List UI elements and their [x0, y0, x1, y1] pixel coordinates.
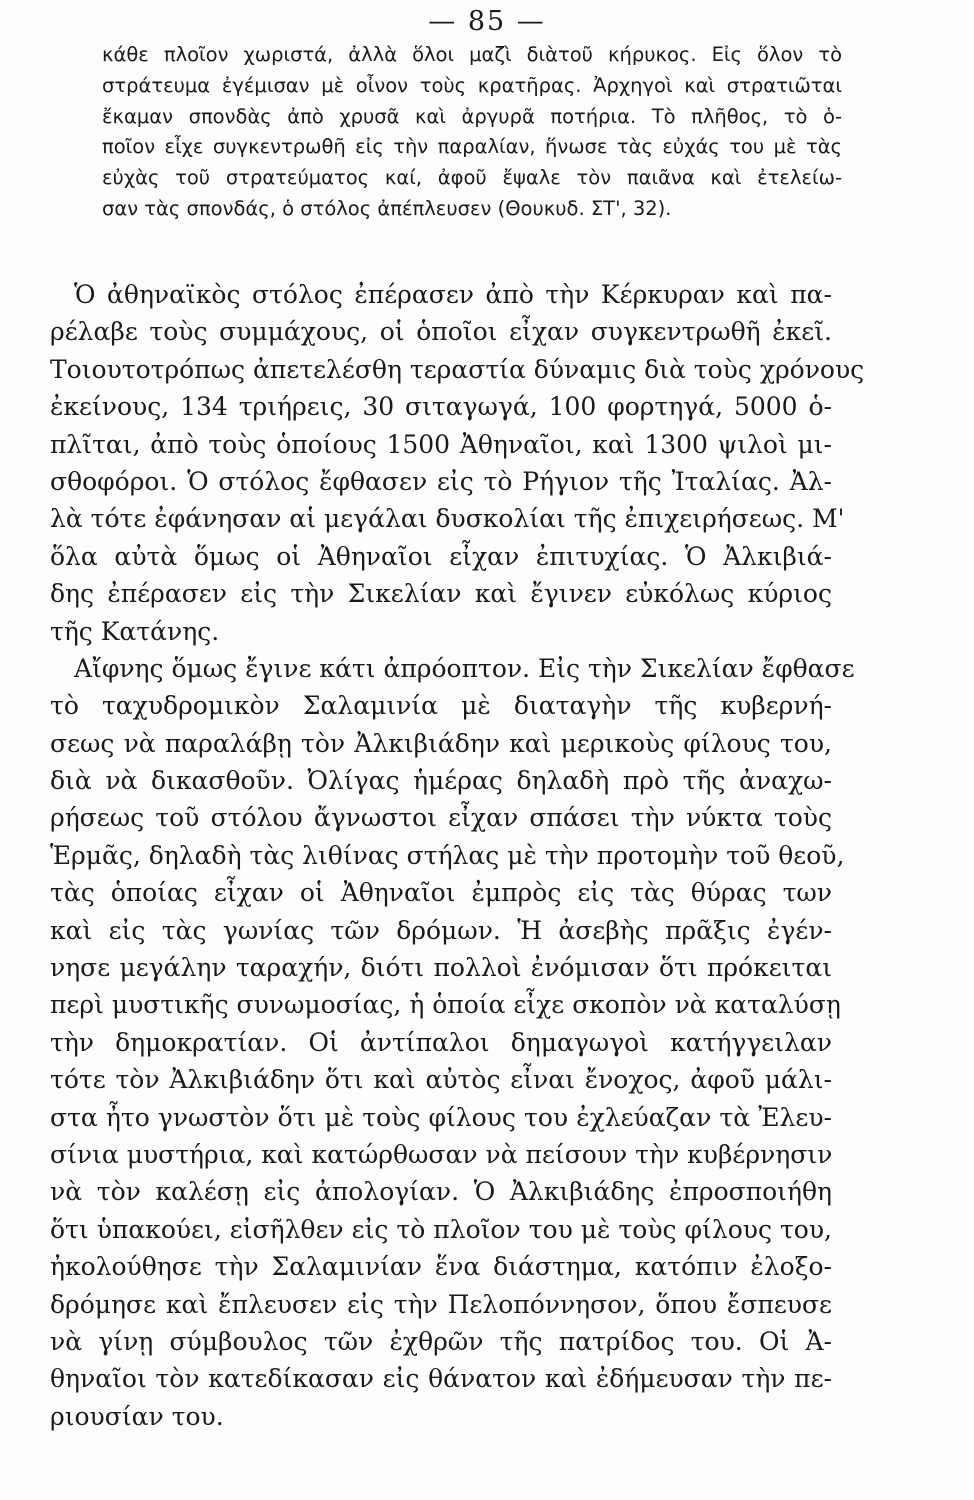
quote-line: ἔκαμαν σπονδὰς ἀπὸ χρυσᾶ καὶ ἀργυρᾶ ποτήρια. Τὸ πλῆθος, τὸ ὁ-: [102, 104, 842, 128]
text-line: δης ἐπέρασεν εἰς τὴν Σικελίαν καὶ ἔγινεν εὐκόλως κύριος: [50, 579, 832, 609]
text-line: Τοιουτοτρόπως ἀπετελέσθη τεραστία δύναμις διὰ τοὺς χρόνους: [50, 354, 865, 384]
paragraph-2: [50, 650, 855, 1435]
text-line: ριουσίαν του.: [50, 1401, 224, 1431]
quote-line: κάθε πλοῖον χωριστά, ἀλλὰ ὅλοι μαζὶ διὰτοῦ κήρυκος. Εἰς ὅλον τὸ: [102, 43, 842, 66]
text-line: σεως νὰ παραλάβῃ τὸν Ἀλκιβιάδην καὶ μερικοὺς φίλους του,: [50, 728, 832, 758]
text-line: Ἑρμᾶς, δηλαδὴ τὰς λιθίνας στήλας μὲ τὴν προτομὴν τοῦ θεοῦ,: [50, 840, 845, 870]
text-line: δρόμησε καὶ ἔπλευσεν εἰς τὴν Πελοπόννησον, ὅπου ἔσπευσε: [50, 1289, 832, 1319]
text-line: τὸ ταχυδρομικὸν Σαλαμινία μὲ διαταγὴν τῆς κυβερνή-: [50, 691, 832, 721]
text-line: νὰ τὸν καλέσῃ εἰς ἀπολογίαν. Ὁ Ἀλκιβιάδης ἐπροσποιήθη: [50, 1177, 832, 1207]
text-line: Ὁ ἀθηναϊκὸς στόλος ἐπέρασεν ἀπὸ τὴν Κέρκυραν καὶ πα-: [74, 280, 832, 309]
text-line: καὶ εἰς τὰς γωνίας τῶν δρόμων. Ἡ ἀσεβὴς πρᾶξις ἐγέν-: [50, 915, 832, 945]
text-line: ἐκείνους, 134 τριήρεις, 30 σιταγωγά, 100 φορτηγά, 5000 ὁ-: [50, 392, 832, 422]
quoted-passage: [102, 40, 842, 225]
text-line: στα ἦτο γνωστὸν ὅτι μὲ τοὺς φίλους του ἐχλεύαζαν τὰ Ἐλευ-: [50, 1102, 832, 1132]
text-line: λὰ τότε ἐφάνησαν αἱ μεγάλαι δυσκολίαι τῆς ἐπιχειρήσεως. Μ': [50, 504, 845, 534]
text-line: τὰς ὁποίας εἶχαν οἱ Ἀθηναῖοι ἐμπρὸς εἰς τὰς θύρας των: [50, 878, 832, 908]
text-line: τὴν δημοκρατίαν. Οἱ ἀντίπαλοι δημαγωγοὶ κατήγγειλαν: [50, 1027, 832, 1057]
text-line: σθοφόροι. Ὁ στόλος ἔφθασεν εἰς τὸ Ρήγιον τῆς Ἰταλίας. Ἀλ-: [50, 466, 832, 496]
text-line: τότε τὸν Ἀλκιβιάδην ὅτι καὶ αὐτὸς εἶναι ἔνοχος, ἀφοῦ μάλι-: [50, 1065, 832, 1095]
quote-line: ποῖον εἶχε συγκεντρωθῆ εἰς τὴν παραλίαν, ἥνωσε τὰς εὐχάς του μὲ τὰς: [102, 135, 842, 159]
text-line: ὅτι ὑπακούει, εἰσῆλθεν εἰς τὸ πλοῖον του μὲ τοὺς φίλους του,: [50, 1214, 832, 1244]
quote-line: σαν τὰς σπονδάς, ὁ στόλος ἀπέπλευσεν (Θουκυδ. ΣΤ', 32).: [102, 196, 672, 220]
text-line: νὰ γίνῃ σύμβουλος τῶν ἐχθρῶν τῆς πατρίδος του. Οἱ Ἀ-: [50, 1326, 832, 1356]
text-line: διὰ νὰ δικασθοῦν. Ὀλίγας ἡμέρας δηλαδὴ πρὸ τῆς ἀναχω-: [50, 766, 832, 796]
text-line: περὶ μυστικῆς συνωμοσίας, ἡ ὁποία εἶχε σκοπὸν νὰ καταλύσῃ: [50, 990, 841, 1020]
text-line: ρέλαβε τοὺς συμμάχους, οἱ ὁποῖοι εἶχαν συγκεντρωθῆ ἐκεῖ.: [50, 317, 832, 347]
text-line: Αἴφνης ὅμως ἔγινε κάτι ἀπρόοπτον. Εἰς τὴν Σικελίαν ἔφθασε: [74, 653, 855, 683]
text-line: σίνια μυστήρια, καὶ κατώρθωσαν νὰ πείσουν τὴν κυβέρνησιν: [50, 1139, 833, 1169]
text-line: ἠκολούθησε τὴν Σαλαμινίαν ἕνα διάστημα, κατόπιν ἐλοξο-: [50, 1252, 832, 1282]
quote-line: στράτευμα ἐγέμισαν μὲ οἶνον τοὺς κρατῆρας. Ἀρχηγοὶ καὶ στρατιῶται: [102, 73, 842, 97]
paragraph-1: [50, 276, 865, 650]
text-line: ὅλα αὐτὰ ὅμως οἱ Ἀθηναῖοι εἶχαν ἐπιτυχίας. Ὁ Ἀλκιβιά-: [50, 541, 832, 571]
text-line: θηναῖοι τὸν κατεδίκασαν εἰς θάνατον καὶ ἐδήμευσαν τὴν πε-: [50, 1364, 832, 1394]
text-line: τῆς Κατάνης.: [50, 616, 220, 646]
page-number: — 85 —: [428, 6, 546, 37]
text-line: πλῖται, ἀπὸ τοὺς ὁποίους 1500 Ἀθηναῖοι, καὶ 1300 ψιλοὶ μι-: [50, 429, 832, 459]
text-line: ρήσεως τοῦ στόλου ἄγνωστοι εἶχαν σπάσει τὴν νύκτα τοὺς: [50, 803, 832, 833]
text-line: νησε μεγάλην ταραχήν, διότι πολλοὶ ἐνόμισαν ὅτι πρόκειται: [50, 953, 832, 983]
body-text: [50, 276, 865, 1435]
quote-line: εὐχὰς τοῦ στρατεύματος καί, ἀφοῦ ἔψαλε τὸν παιᾶνα καὶ ἐτελείω-: [102, 166, 842, 190]
